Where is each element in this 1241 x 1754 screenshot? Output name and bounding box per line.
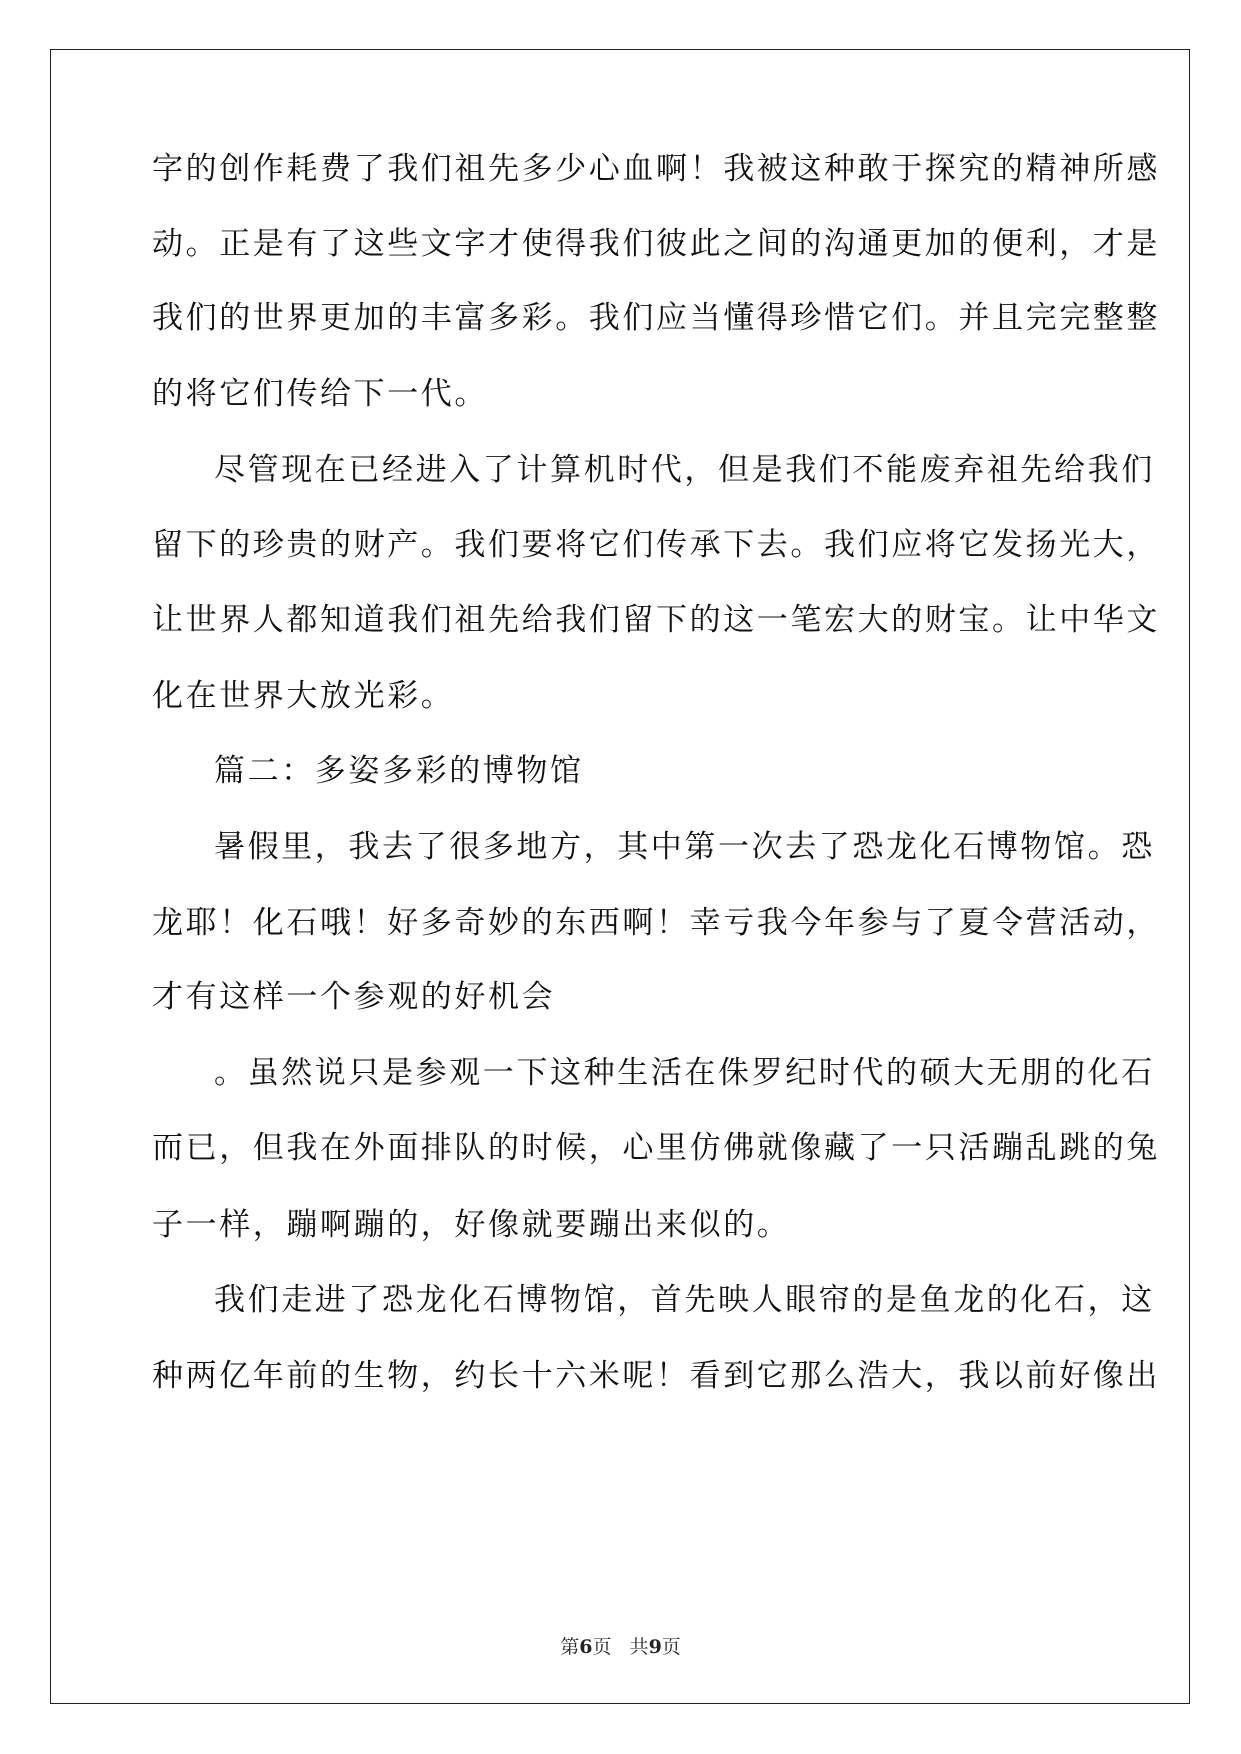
current-page-number: 6 xyxy=(579,1636,593,1658)
footer-prefix: 第 xyxy=(560,1636,580,1658)
text-line-15: 子一样，蹦啊蹦的，好像就要蹦出来似的。 xyxy=(152,1207,791,1243)
footer-suffix: 页 xyxy=(661,1636,681,1658)
text-line-7: 让世界人都知道我们祖先给我们留下的这一笔宏大的财宝。让中华文 xyxy=(152,602,1160,638)
total-page-number: 9 xyxy=(648,1636,662,1658)
text-line-4: 的将它们传给下一代。 xyxy=(152,376,488,412)
text-line-5: 尽管现在已经进入了计算机时代，但是我们不能废弃祖先给我们 xyxy=(214,452,1155,488)
page-number-footer xyxy=(0,1632,1241,1659)
text-line-14: 而已，但我在外面排队的时候，心里仿佛就像藏了一只活蹦乱跳的兔 xyxy=(152,1130,1160,1166)
section-heading: 篇二：多姿多彩的博物馆 xyxy=(214,753,584,789)
text-line-13: 。虽然说只是参观一下这种生活在侏罗纪时代的硕大无朋的化石 xyxy=(214,1055,1155,1091)
text-line-11: 龙耶！化石哦！好多奇妙的东西啊！幸亏我今年参与了夏令营活动， xyxy=(152,905,1160,941)
text-line-17: 种两亿年前的生物，约长十六米呢！看到它那么浩大，我以前好像出 xyxy=(152,1358,1160,1394)
text-line-2: 动。正是有了这些文字才使得我们彼此之间的沟通更加的便利，才是 xyxy=(152,226,1160,262)
text-line-16: 我们走进了恐龙化石博物馆，首先映人眼帘的是鱼龙的化石，这 xyxy=(214,1282,1155,1318)
footer-middle: 页 共 xyxy=(592,1636,649,1658)
text-line-12: 才有这样一个参观的好机会 xyxy=(152,979,556,1015)
text-line-8: 化在世界大放光彩。 xyxy=(152,678,455,714)
text-line-1: 字的创作耗费了我们祖先多少心血啊！我被这种敢于探究的精神所感 xyxy=(152,151,1160,187)
text-line-10: 暑假里，我去了很多地方，其中第一次去了恐龙化石博物馆。恐 xyxy=(214,829,1155,865)
text-line-3: 我们的世界更加的丰富多彩。我们应当懂得珍惜它们。并且完完整整 xyxy=(152,300,1160,336)
text-line-6: 留下的珍贵的财产。我们要将它们传承下去。我们应将它发扬光大， xyxy=(152,527,1160,563)
